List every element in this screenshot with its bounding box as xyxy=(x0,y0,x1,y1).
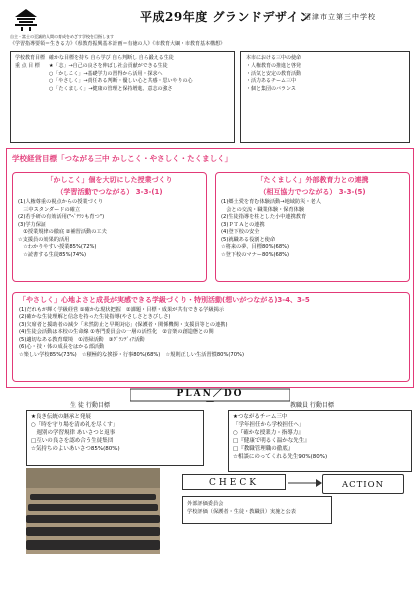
staff-item: ☆相談にのってくれる先生90%(80%) xyxy=(233,453,328,460)
goal-row xyxy=(15,78,230,86)
goal-key xyxy=(15,71,49,79)
strong-head1: 「たくましく」外部教育力との連携 xyxy=(256,176,369,184)
goal-value: ○「やさしく」→責任ある判断・優しい心と共感・思いやりの心 xyxy=(49,78,193,85)
gentle-item: (2)確かな生徒理解と信念を持った生徒指導(やさしさときびしさ) xyxy=(19,314,171,321)
evaluation-line2: 学校評価（保護者・生徒・教職員）実施と公表 xyxy=(187,509,296,516)
student-item: ☆気持ちのよいあいさつ85%(80%) xyxy=(31,445,120,452)
gentle-item: (4)生徒会活動は本校の生命線 ①専門委員会の一層の活性化 ②音楽の創造態との関 xyxy=(19,329,214,336)
school-name: 沼津市立第三中学校 xyxy=(304,13,376,21)
strong-item: 会との交流・職業体験・保育体験 xyxy=(221,206,305,213)
kind-head1: 「かしこく」個を大切にした授業づくり xyxy=(46,176,173,184)
evaluation-box xyxy=(182,496,332,524)
gentle-item: ☆楽しい学校85%(73%) ☆積極的な挨拶・行事80%(68%) ☆規則正しい生活習慣80%(70%) xyxy=(19,351,244,358)
gentle-item: (1)だれもが輝く学級経営 ①確かな現状把握 ②課題・目標・成果が共有できる学級揭示 xyxy=(19,306,225,313)
mission-item: ・個と集団のバランス xyxy=(246,86,296,92)
staff-item: □『健康で明るく温かな先生』 xyxy=(233,437,310,444)
goal-key xyxy=(15,86,49,94)
student-item: 週別の学習規律 あいさつと返事 xyxy=(31,429,116,436)
mission-box xyxy=(240,51,410,143)
goal-key: 学校教育目標 xyxy=(15,55,46,61)
kind-head2: （学習活動でつながる） 3-3-(1) xyxy=(56,188,163,197)
kind-item: ☆支援員の効果的活用 xyxy=(18,236,70,243)
kind-box xyxy=(12,172,207,282)
goal-value: 確かな目標を持ち 自ら学び 自ら判断し 自ら鍛える生徒 xyxy=(49,55,174,61)
kind-item: (3)学力保証 xyxy=(18,221,47,228)
student-item: □互いの良さを認め合う生徒集団 xyxy=(31,437,114,444)
action-box: ACTION xyxy=(322,474,404,494)
kind-item: ☆読書する生徒85%(74%) xyxy=(18,251,87,258)
strong-item: (3)ＰＴＡとの連携 xyxy=(221,221,265,228)
strong-head2: （相互協力でつながる） 3-3-(5) xyxy=(259,188,366,197)
kind-item: (2)若手研の有効活用("ﾍﾞﾃﾗﾝも育つ") xyxy=(18,214,105,221)
strong-item: (4)登下校の安全 xyxy=(221,229,260,236)
goal-value: ○「かしこく」→基礎学力の習得から活用・探求へ xyxy=(49,70,163,77)
strong-item: (1)郷土愛を育む体験活動→地域防災・老人 xyxy=(221,199,321,206)
assembly-photo xyxy=(26,468,160,554)
goal-value: ★「志」→自己の良さを伸ばし社会貢献ができる生徒 xyxy=(49,62,168,69)
mission-item: ・活力あるチーム三中 xyxy=(246,78,297,85)
evaluation-line1: 外部評価委員会 xyxy=(187,501,224,507)
student-label: 生 徒 行動目標 xyxy=(70,402,110,409)
goal-row xyxy=(15,55,230,63)
gentle-item: (3)欠席者と援助者の減少「未然防止と早期対応」(保護者・関係機関・支援員等との連携) xyxy=(19,321,228,328)
staff-goals-box xyxy=(228,410,412,472)
page-title: 平成29年度 グランドデザイン xyxy=(140,10,312,24)
student-item: ○「時を守り場を清め礼を尽くす」 xyxy=(31,421,119,428)
staff-label: 教職員 行動目標 xyxy=(290,402,334,409)
staff-item: □『教職管理職の徹底』 xyxy=(233,445,294,452)
staff-item: ○『確かな授業力・指導力』 xyxy=(233,429,304,436)
arrow-right-icon xyxy=(288,478,322,488)
student-goals-box xyxy=(26,410,204,466)
strong-item: ☆将来の夢、目標80%(68%) xyxy=(221,244,290,251)
mission-title: 本市における三中の使命 xyxy=(246,55,302,61)
mission-item: ・人権教育の推進と啓発 xyxy=(246,62,302,69)
goal-key xyxy=(15,78,49,86)
gentle-head: 「やさしく」心地よさと成長が実感できる学級づくり・特別活動(想いがつながる)3-4、3-5 xyxy=(19,296,310,304)
management-title: 学校経営目標「つながる三中 かしこく・やさしく・たくましく」 xyxy=(12,154,406,163)
plando-label: PLAN／DO xyxy=(176,389,244,399)
staff-item: 「学年担任から学校担任へ」 xyxy=(233,421,305,428)
mission-item: ・活気と安定の教育活動 xyxy=(246,70,302,77)
goal-row xyxy=(15,63,230,71)
goal-row xyxy=(15,86,230,94)
kind-item: 三中スタンダードの確立 xyxy=(18,206,81,213)
strong-item: (5)就職ある役割と使命 xyxy=(221,236,276,243)
strong-item: ☆登下校のマナー80%(68%) xyxy=(221,251,290,258)
goal-value: ○「たくましく」→健康の管理と保持増進、意志の強さ xyxy=(49,86,173,92)
school-logo-icon xyxy=(10,8,42,32)
goal-key: 重 点 目 標 xyxy=(15,62,40,69)
kind-item: ①授業規律の徹底 ②補習活動の工夫 xyxy=(18,229,107,236)
gentle-item: (6)心・技・体の成長をはかる部活動 xyxy=(19,344,105,351)
student-item: ★良き伝統の継承と発展 xyxy=(31,414,91,420)
check-box: CHECK xyxy=(182,474,286,490)
staff-item: ★つながるチーム三中 xyxy=(233,414,288,420)
kind-item: (1)人権尊重の視点からの授業づくり xyxy=(18,199,104,206)
plan-references: 《学習指導要領＝生きる力》《県教育振興基本計画＝有徳の人》《市教育大綱・市教育基本構想》 xyxy=(10,41,226,47)
strong-box xyxy=(215,172,410,282)
kind-item: ☆わかりやすい授業85%(72%) xyxy=(18,244,97,251)
strong-item: (2)生徒指導を柱とした小中連携教育 xyxy=(221,214,307,221)
gentle-item: (5)適切なある教育環境 ①清掃活動 ③ｸﾞﾗﾝﾃﾞｨｱ活動 xyxy=(19,336,145,343)
goals-box xyxy=(10,51,235,143)
gentle-box xyxy=(12,292,410,382)
motto: 自主・富士の至誠的人間の育成をめざす学校を目指します xyxy=(10,34,114,39)
